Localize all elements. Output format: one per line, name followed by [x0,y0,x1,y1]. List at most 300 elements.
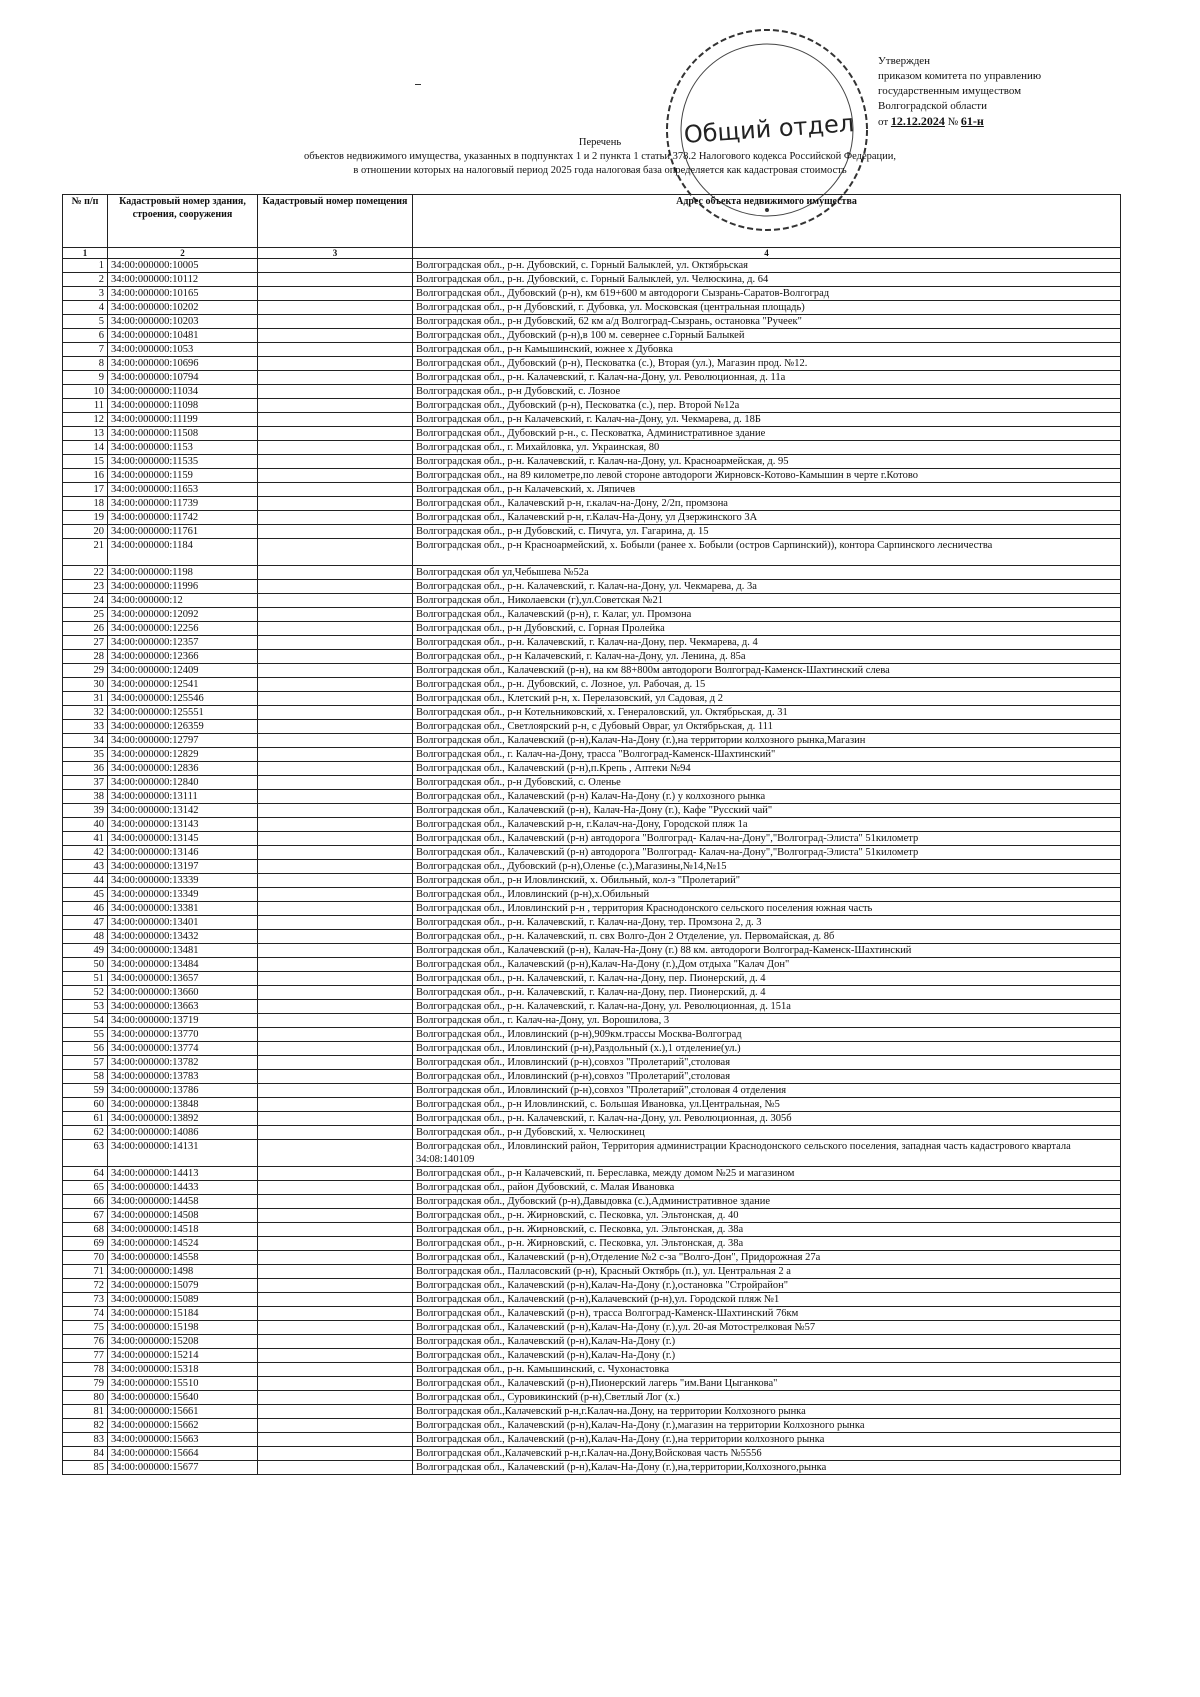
table-row [63,734,1121,748]
row-index: 57 [63,1056,108,1070]
row-index: 13 [63,427,108,441]
building-cadastral-number: 34:00:000000:15184 [108,1307,258,1321]
row-index: 18 [63,497,108,511]
table-row [63,1447,1121,1461]
building-cadastral-number: 34:00:000000:15089 [108,1293,258,1307]
building-cadastral-number: 34:00:000000:11742 [108,511,258,525]
table-row [63,790,1121,804]
row-index: 71 [63,1265,108,1279]
room-cadastral-number [258,1056,413,1070]
table-row [63,343,1121,357]
address: Волгоградская обл., р-н. Жирновский, с. Песковка, ул. Эльтонская, д. 40 [413,1209,1121,1223]
address: Волгоградская обл., Дубовский (р-н), Песковатка (с.), пер. Второй №12а [413,399,1121,413]
room-cadastral-number [258,1126,413,1140]
room-cadastral-number [258,692,413,706]
row-index: 56 [63,1042,108,1056]
building-cadastral-number: 34:00:000000:13481 [108,944,258,958]
building-cadastral-number: 34:00:000000:1198 [108,566,258,580]
room-cadastral-number [258,301,413,315]
address: Волгоградская обл., р-н. Дубовский, с. Горный Балыклей, ул. Октябрьская [413,259,1121,273]
address: Волгоградская обл., р-н. Калачевский, п. свх Волго-Дон 2 Отделение, ул. Первомайская, д. 8б [413,930,1121,944]
row-index: 19 [63,511,108,525]
room-cadastral-number [258,1070,413,1084]
table-row [63,539,1121,566]
address: Волгоградская обл., р-н. Жирновский, с. Песковка, ул. Эльтонская, д. 38а [413,1223,1121,1237]
building-cadastral-number: 34:00:000000:13663 [108,1000,258,1014]
table-row [63,469,1121,483]
building-cadastral-number: 34:00:000000:10005 [108,259,258,273]
room-cadastral-number [258,804,413,818]
row-index: 48 [63,930,108,944]
room-cadastral-number [258,776,413,790]
address: Волгоградская обл., Суровикинский (р-н),Светлый Лог (х.) [413,1391,1121,1405]
address: Волгоградская обл., Иловлинский (р-н),Раздольный (х.),1 отделение(ул.) [413,1042,1121,1056]
table-row [63,804,1121,818]
room-cadastral-number [258,1265,413,1279]
row-index: 35 [63,748,108,762]
table-row [63,860,1121,874]
row-index: 59 [63,1084,108,1098]
address: Волгоградская обл., Светлоярский р-н, с Дубовый Овраг, ул Октябрьская, д. 111 [413,720,1121,734]
room-cadastral-number [258,622,413,636]
building-cadastral-number: 34:00:000000:13484 [108,958,258,972]
room-cadastral-number [258,706,413,720]
row-index: 9 [63,371,108,385]
address: Волгоградская обл., Иловлинский (р-н),х.Обильный [413,888,1121,902]
address: Волгоградская обл., Дубовский р-н., с. Песковатка, Административное здание [413,427,1121,441]
building-cadastral-number: 34:00:000000:12829 [108,748,258,762]
table-row [63,1251,1121,1265]
address: Волгоградская обл., р-н. Калачевский, г. Калач-на-Дону, пер. Пионерский, д. 4 [413,986,1121,1000]
table-row [63,944,1121,958]
room-cadastral-number [258,1014,413,1028]
building-cadastral-number: 34:00:000000:13401 [108,916,258,930]
building-cadastral-number: 34:00:000000:13719 [108,1014,258,1028]
building-cadastral-number: 34:00:000000:14131 [108,1140,258,1167]
table-row [63,1126,1121,1140]
table-row [63,357,1121,371]
building-cadastral-number: 34:00:000000:11199 [108,413,258,427]
building-cadastral-number: 34:00:000000:13381 [108,902,258,916]
approval-line-1: Утвержден [878,55,931,67]
row-index: 14 [63,441,108,455]
building-cadastral-number: 34:00:000000:11098 [108,399,258,413]
column-number: 4 [413,248,1121,259]
address: Волгоградская обл ул,Чебышева №52а [413,566,1121,580]
building-cadastral-number: 34:00:000000:11996 [108,580,258,594]
table-row [63,315,1121,329]
building-cadastral-number: 34:00:000000:1159 [108,469,258,483]
room-cadastral-number [258,860,413,874]
table-row [63,1377,1121,1391]
address: Волгоградская обл., р-н Котельниковский, х. Генераловский, ул. Октябрьская, д. 31 [413,706,1121,720]
address: Волгоградская обл., р-н Калачевский, г. Калач-на-Дону, ул. Ленина, д. 85а [413,650,1121,664]
address: Волгоградская обл., р-н. Калачевский, г. Калач-на-Дону, ул. Революционная, д. 305б [413,1112,1121,1126]
table-row [63,1140,1121,1167]
room-cadastral-number [258,916,413,930]
row-index: 76 [63,1335,108,1349]
table-row [63,958,1121,972]
room-cadastral-number [258,455,413,469]
table-row [63,1363,1121,1377]
address: Волгоградская обл., р-н. Калачевский, г. Калач-на-Дону, ул. Чекмарева, д. 3а [413,580,1121,594]
row-index: 66 [63,1195,108,1209]
row-index: 72 [63,1279,108,1293]
room-cadastral-number [258,972,413,986]
table-row [63,287,1121,301]
building-cadastral-number: 34:00:000000:14086 [108,1126,258,1140]
building-cadastral-number: 34:00:000000:12840 [108,776,258,790]
row-index: 52 [63,986,108,1000]
address: Волгоградская обл., р-н Калачевский, п. Береславка, между домом №25 и магазином [413,1167,1121,1181]
room-cadastral-number [258,1335,413,1349]
table-row [63,888,1121,902]
room-cadastral-number [258,357,413,371]
address: Волгоградская обл., Калачевский (р-н),Калач-На-Дону (г.),Дом отдыха "Калач Дон" [413,958,1121,972]
table-row [63,1335,1121,1349]
header-room-cadastral: Кадастровый номер помещения [258,195,413,248]
address: Волгоградская обл., Калачевский р-н, г.Калач-На-Дону, ул Дзержинского 3А [413,511,1121,525]
table-row [63,497,1121,511]
table-row [63,525,1121,539]
column-number: 2 [108,248,258,259]
row-index: 74 [63,1307,108,1321]
address: Волгоградская обл., р-н. Дубовский, с. Лозное, ул. Рабочая, д. 15 [413,678,1121,692]
table-row [63,776,1121,790]
row-index: 69 [63,1237,108,1251]
row-index: 22 [63,566,108,580]
table-row [63,594,1121,608]
row-index: 67 [63,1209,108,1223]
table-row [63,259,1121,273]
row-index: 43 [63,860,108,874]
row-index: 80 [63,1391,108,1405]
address: Волгоградская обл., р-н. Калачевский, г. Калач-на-Дону, тер. Промзона 2, д. 3 [413,916,1121,930]
column-number: 3 [258,248,413,259]
row-index: 41 [63,832,108,846]
room-cadastral-number [258,483,413,497]
address: Волгоградская обл., Иловлинский район, Территория администрации Краснодонского сельского поселения, западная часть кадастрового квартала 34:08:140109 [413,1140,1121,1167]
document-title: Перечень [578,137,622,148]
row-index: 39 [63,804,108,818]
table-row [63,1084,1121,1098]
address: Волгоградская обл., р-н Дубовский, г. Дубовка, ул. Московская (центральная площадь) [413,301,1121,315]
room-cadastral-number [258,343,413,357]
building-cadastral-number: 34:00:000000:11508 [108,427,258,441]
row-index: 26 [63,622,108,636]
address: Волгоградская обл., Калачевский (р-н),п.Крепь , Аптеки №94 [413,762,1121,776]
row-index: 60 [63,1098,108,1112]
room-cadastral-number [258,1447,413,1461]
row-index: 73 [63,1293,108,1307]
table-row [63,455,1121,469]
address: Волгоградская обл., Дубовский (р-н),Оленье (с.),Магазины,№14,№15 [413,860,1121,874]
room-cadastral-number [258,888,413,902]
building-cadastral-number: 34:00:000000:15664 [108,1447,258,1461]
room-cadastral-number [258,608,413,622]
room-cadastral-number [258,748,413,762]
row-index: 4 [63,301,108,315]
scan-mark [415,84,421,85]
row-index: 2 [63,273,108,287]
row-index: 78 [63,1363,108,1377]
row-index: 70 [63,1251,108,1265]
address: Волгоградская обл., р-н. Калачевский, г. Калач-на-Дону, пер. Пионерский, д. 4 [413,972,1121,986]
address: Волгоградская обл., Дубовский (р-н), км 619+600 м автодороги Сызрань-Саратов-Волгоград [413,287,1121,301]
room-cadastral-number [258,1433,413,1447]
room-cadastral-number [258,1251,413,1265]
room-cadastral-number [258,1209,413,1223]
address: Волгоградская обл., р-н. Жирновский, с. Песковка, ул. Эльтонская, д. 38а [413,1237,1121,1251]
room-cadastral-number [258,734,413,748]
address: Волгоградская обл., р-н Дубовский, с. Лозное [413,385,1121,399]
table-row [63,1167,1121,1181]
building-cadastral-number: 34:00:000000:12797 [108,734,258,748]
building-cadastral-number: 34:00:000000:10481 [108,329,258,343]
room-cadastral-number [258,1000,413,1014]
table-row [63,1265,1121,1279]
building-cadastral-number: 34:00:000000:12366 [108,650,258,664]
table-row [63,301,1121,315]
address: Волгоградская обл., Калачевский (р-н), на км 88+800м автодороги Волгоград-Каменск-Шахтинский слева [413,664,1121,678]
row-index: 82 [63,1419,108,1433]
table-row [63,1028,1121,1042]
room-cadastral-number [258,1195,413,1209]
building-cadastral-number: 34:00:000000:10203 [108,315,258,329]
address: Волгоградская обл., г. Калач-на-Дону, ул. Ворошилова, 3 [413,1014,1121,1028]
row-index: 31 [63,692,108,706]
row-index: 40 [63,818,108,832]
room-cadastral-number [258,1405,413,1419]
table-row [63,972,1121,986]
address: Волгоградская обл., г. Михайловка, ул. Украинская, 80 [413,441,1121,455]
room-cadastral-number [258,720,413,734]
room-cadastral-number [258,1237,413,1251]
room-cadastral-number [258,315,413,329]
room-cadastral-number [258,944,413,958]
building-cadastral-number: 34:00:000000:10202 [108,301,258,315]
room-cadastral-number [258,1419,413,1433]
address: Волгоградская обл., р-н Дубовский, 62 км а/д Волгоград-Сызрань, остановка "Ручеек" [413,315,1121,329]
room-cadastral-number [258,399,413,413]
approval-block [878,54,1128,130]
room-cadastral-number [258,762,413,776]
room-cadastral-number [258,469,413,483]
table-row [63,1307,1121,1321]
table-row [63,1056,1121,1070]
document-subtitle-1: объектов недвижимого имущества, указанных в подпунктах 1 и 2 пункта 1 статьи 378.2 Налогового кодекса Российской Федерации, [303,151,897,162]
address: Волгоградская обл., Калачевский (р-н),Калач-На-Дону (г.) [413,1349,1121,1363]
room-cadastral-number [258,902,413,916]
building-cadastral-number: 34:00:000000:15198 [108,1321,258,1335]
row-index: 30 [63,678,108,692]
room-cadastral-number [258,413,413,427]
table-row [63,636,1121,650]
address: Волгоградская обл., Иловлинский (р-н),909км.трассы Москва-Волгоград [413,1028,1121,1042]
room-cadastral-number [258,664,413,678]
room-cadastral-number [258,525,413,539]
table-row [63,1293,1121,1307]
address: Волгоградская обл., Дубовский (р-н), Песковатка (с.), Вторая (ул.), Магазин прод. №12. [413,357,1121,371]
row-index: 45 [63,888,108,902]
building-cadastral-number: 34:00:000000:10165 [108,287,258,301]
building-cadastral-number: 34:00:000000:13783 [108,1070,258,1084]
room-cadastral-number [258,958,413,972]
row-index: 51 [63,972,108,986]
address: Волгоградская обл., Калачевский (р-н),Калач-На-Дону (г.),на территории колхозного рынка,Магазин [413,734,1121,748]
address: Волгоградская обл., Калачевский (р-н), Калач-На-Дону (г.), Кафе "Русский чай" [413,804,1121,818]
address: Волгоградская обл., на 89 километре,по левой стороне автодороги Жирновск-Котово-Камышин в черте г.Котово [413,469,1121,483]
table-row [63,692,1121,706]
address: Волгоградская обл., Калачевский (р-н),Калач-На-Дону (г.),остановка "Стройрайон" [413,1279,1121,1293]
room-cadastral-number [258,259,413,273]
address: Волгоградская обл., р-н Иловлинский, с. Большая Ивановка, ул.Центральная, №5 [413,1098,1121,1112]
row-index: 6 [63,329,108,343]
row-index: 81 [63,1405,108,1419]
address: Волгоградская обл., Иловлинский (р-н),совхоз "Пролетарий",столовая [413,1070,1121,1084]
building-cadastral-number: 34:00:000000:14508 [108,1209,258,1223]
room-cadastral-number [258,1042,413,1056]
table-row [63,566,1121,580]
table-row [63,650,1121,664]
room-cadastral-number [258,1461,413,1475]
table-row [63,622,1121,636]
table-row [63,916,1121,930]
table-row [63,1391,1121,1405]
address: Волгоградская обл., р-н Дубовский, с. Пичуга, ул. Гагарина, д. 15 [413,525,1121,539]
table-row [63,1000,1121,1014]
address: Волгоградская обл., р-н. Калачевский, г. Калач-на-Дону, пер. Чекмарева, д. 4 [413,636,1121,650]
room-cadastral-number [258,1140,413,1167]
address: Волгоградская обл., Иловлинский (р-н),совхоз "Пролетарий",столовая [413,1056,1121,1070]
table-row [63,608,1121,622]
room-cadastral-number [258,441,413,455]
table-row [63,483,1121,497]
room-cadastral-number [258,329,413,343]
row-index: 17 [63,483,108,497]
table-row [63,1433,1121,1447]
room-cadastral-number [258,930,413,944]
address: Волгоградская обл., р-н Дубовский, с. Оленье [413,776,1121,790]
room-cadastral-number [258,790,413,804]
building-cadastral-number: 34:00:000000:125551 [108,706,258,720]
table-row [63,902,1121,916]
address: Волгоградская обл., Калачевский (р-н), г. Калаг, ул. Промзона [413,608,1121,622]
address: Волгоградская обл., р-н Дубовский, с. Горная Пролейка [413,622,1121,636]
building-cadastral-number: 34:00:000000:12256 [108,622,258,636]
table-row [63,664,1121,678]
address: Волгоградская обл., р-н Красноармейский, х. Бобыли (ранее х. Бобыли (остров Сарпинский)), контора Сарпинского лесничества [413,539,1121,566]
room-cadastral-number [258,1098,413,1112]
building-cadastral-number: 34:00:000000:10696 [108,357,258,371]
row-index: 83 [63,1433,108,1447]
address: Волгоградская обл., р-н. Калачевский, г. Калач-на-Дону, ул. Революционная, д. 151а [413,1000,1121,1014]
approval-number-prefix: № [947,116,959,128]
table-row [63,762,1121,776]
building-cadastral-number: 34:00:000000:15661 [108,1405,258,1419]
table-row [63,511,1121,525]
building-cadastral-number: 34:00:000000:15677 [108,1461,258,1475]
row-index: 15 [63,455,108,469]
table-row [63,1279,1121,1293]
building-cadastral-number: 34:00:000000:14524 [108,1237,258,1251]
building-cadastral-number: 34:00:000000:10794 [108,371,258,385]
row-index: 20 [63,525,108,539]
table-row [63,706,1121,720]
room-cadastral-number [258,1391,413,1405]
row-index: 34 [63,734,108,748]
building-cadastral-number: 34:00:000000:13892 [108,1112,258,1126]
building-cadastral-number: 34:00:000000:13143 [108,818,258,832]
approval-line-3: государственным имуществом [878,85,1022,97]
document-heading [200,136,1000,178]
address: Волгоградская обл., Иловлинский р-н , территория Краснодонского сельского поселения южная часть [413,902,1121,916]
row-index: 61 [63,1112,108,1126]
room-cadastral-number [258,874,413,888]
building-cadastral-number: 34:00:000000:1153 [108,441,258,455]
row-index: 68 [63,1223,108,1237]
room-cadastral-number [258,1363,413,1377]
address: Волгоградская обл., Калачевский (р-н),Калач-На-Дону (г.),на,территории,Колхозного,рынка [413,1461,1121,1475]
table-row [63,580,1121,594]
building-cadastral-number: 34:00:000000:12541 [108,678,258,692]
table-row [63,1209,1121,1223]
row-index: 55 [63,1028,108,1042]
row-index: 77 [63,1349,108,1363]
table-row [63,1195,1121,1209]
address: Волгоградская обл., р-н Калачевский, г. Калач-на-Дону, ул. Чекмарева, д. 18Б [413,413,1121,427]
room-cadastral-number [258,539,413,566]
row-index: 64 [63,1167,108,1181]
stamp-text: Общий отдел [682,109,855,149]
building-cadastral-number: 34:00:000000:13349 [108,888,258,902]
room-cadastral-number [258,636,413,650]
building-cadastral-number: 34:00:000000:15640 [108,1391,258,1405]
building-cadastral-number: 34:00:000000:15663 [108,1433,258,1447]
room-cadastral-number [258,1223,413,1237]
table-row [63,1014,1121,1028]
table-row [63,1181,1121,1195]
row-index: 24 [63,594,108,608]
address: Волгоградская обл., Дубовский (р-н),в 100 м. севернее с.Горный Балыкей [413,329,1121,343]
row-index: 62 [63,1126,108,1140]
building-cadastral-number: 34:00:000000:11653 [108,483,258,497]
building-cadastral-number: 34:00:000000:12836 [108,762,258,776]
row-index: 46 [63,902,108,916]
table-row [63,832,1121,846]
table-row [63,371,1121,385]
building-cadastral-number: 34:00:000000:15318 [108,1363,258,1377]
room-cadastral-number [258,287,413,301]
table-row [63,1112,1121,1126]
row-index: 53 [63,1000,108,1014]
building-cadastral-number: 34:00:000000:126359 [108,720,258,734]
building-cadastral-number: 34:00:000000:1184 [108,539,258,566]
row-index: 8 [63,357,108,371]
table-row [63,1237,1121,1251]
row-index: 84 [63,1447,108,1461]
address: Волгоградская обл., р-н Камышинский, южнее х Дубовка [413,343,1121,357]
room-cadastral-number [258,566,413,580]
row-index: 25 [63,608,108,622]
building-cadastral-number: 34:00:000000:14518 [108,1223,258,1237]
building-cadastral-number: 34:00:000000:15079 [108,1279,258,1293]
address: Волгоградская обл., Калачевский (р-н),Калач-На-Дону (г.),ул. 20-ая Мотострелковая №57 [413,1321,1121,1335]
room-cadastral-number [258,1084,413,1098]
row-index: 3 [63,287,108,301]
address: Волгоградская обл., р-н Иловлинский, х. Обильный, кол-з "Пролетарий" [413,874,1121,888]
table-row [63,874,1121,888]
